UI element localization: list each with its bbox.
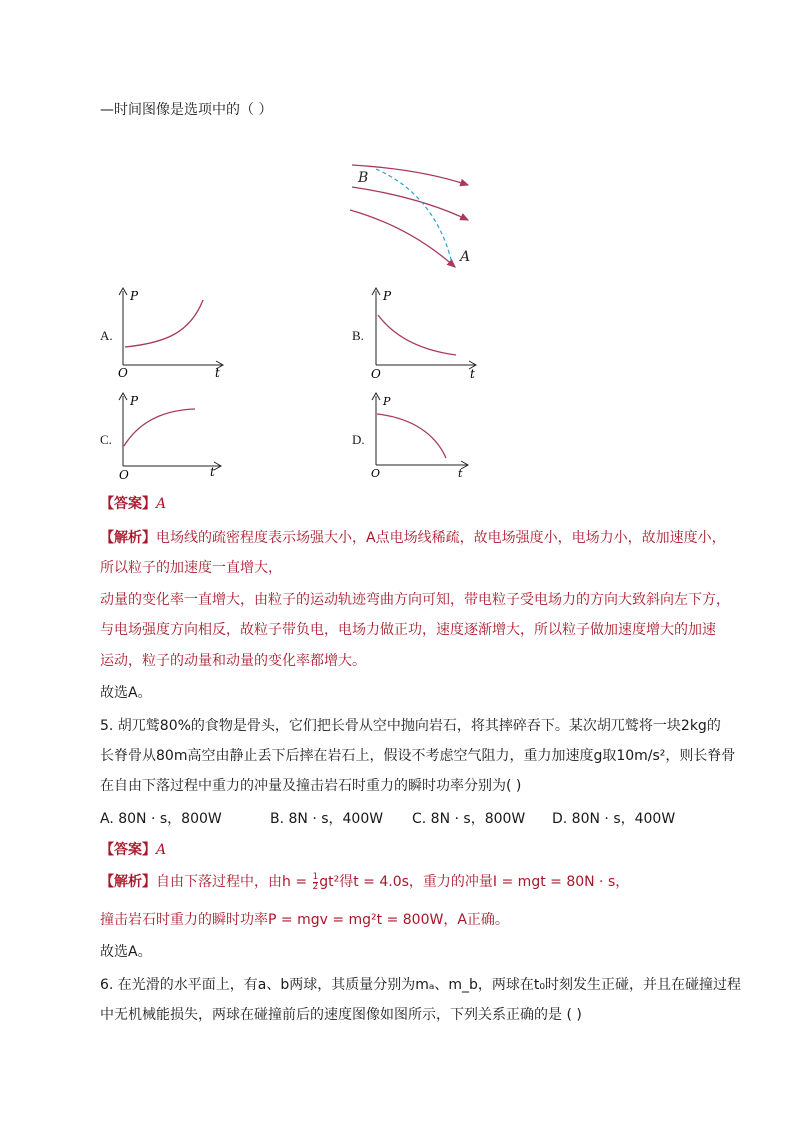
q5-option-d: D. 80N · s，400W [552, 811, 676, 827]
q4-answer-tag: 【答案】 [100, 496, 156, 512]
q4-answer [100, 494, 166, 514]
option-c-letter: C. [100, 432, 112, 447]
q4-analysis-line-5: 运动，粒子的动量和动量的变化率都增大。 [100, 653, 366, 669]
option-c-t-label: t [210, 465, 215, 479]
q4-analysis-tag: 【解析】 [100, 530, 156, 546]
option-a-letter: A. [100, 328, 113, 343]
option-c-p-label: P [130, 394, 139, 408]
option-d-p-label: P [383, 395, 391, 408]
option-d-letter: D. [352, 432, 365, 447]
option-a-t-label: t [215, 366, 220, 380]
q4-analysis-text-1: 电场线的疏密程度表示场强大小，A点电场线稀疏，故电场强度小，电场力小，故加速度小， [156, 530, 726, 546]
q4-analysis-line-2: 所以粒子的加速度一直增大， [100, 560, 282, 576]
option-a-p-label: P [130, 289, 139, 303]
intro-text: —时间图像是选项中的（ ） [100, 102, 273, 118]
option-c-curve [124, 409, 195, 446]
option-c-graph [115, 390, 230, 482]
q5-stem-line-2: 长脊骨从80m高空由静止丢下后摔在岩石上，假设不考虑空气阻力，重力加速度g取10m/s²，则长脊骨 [100, 748, 736, 764]
field-line-top [352, 165, 468, 185]
q5-frac-den: 2 [312, 881, 319, 892]
q5-stem-line-3: 在自由下落过程中重力的冲量及撞击岩石时重力的瞬时功率分别为( ) [100, 778, 522, 794]
q4-analysis-line-4: 与电场强度方向相反，故粒子带负电，电场力做正功，速度逐渐增大，所以粒子做加速度增大的加速 [100, 622, 716, 638]
field-line-diagram [340, 155, 490, 275]
q4-analysis-line-3: 动量的变化率一直增大，由粒子的运动轨迹弯曲方向可知，带电粒子受电场力的方向大致斜向左下方， [100, 592, 730, 608]
option-a-graph [115, 285, 230, 380]
q5-analysis-rest: gt²得t = 4.0s，重力的冲量I = mgt = 80N · s， [319, 874, 630, 890]
q5-analysis-pre: 自由下落过程中，由 [156, 874, 282, 890]
option-b-graph [368, 285, 483, 380]
option-d-t-label: t [458, 467, 463, 480]
q5-option-a: A. 80N · s，800W [100, 811, 222, 827]
field-line-middle [352, 187, 468, 220]
q4-analysis-line-1 [100, 528, 726, 548]
option-b-p-label: P [383, 289, 392, 303]
q6-stem-line-1: 6. 在光滑的水平面上，有a、b两球，其质量分别为mₐ、m_b，两球在t₀时刻发生正碰，并且在碰撞过程 [100, 977, 742, 993]
q6-stem-line-2: 中无机械能损失，两球在碰撞前后的速度图像如图所示，下列关系正确的是 ( ) [100, 1007, 582, 1023]
q5-analysis-line-1 [100, 872, 629, 892]
q5-answer-value: A [156, 842, 167, 858]
option-b-curve [378, 315, 456, 355]
q5-analysis-tag: 【解析】 [100, 874, 156, 890]
option-c-origin: O [119, 468, 129, 482]
option-d-origin: O [371, 467, 381, 480]
field-line-bottom [350, 210, 455, 267]
q5-eq-h: h = [282, 874, 312, 890]
q5-analysis-line-2: 撞击岩石时重力的瞬时功率P = mgv = mg²t = 800W，A正确。 [100, 912, 509, 928]
q5-option-b: B. 8N · s，400W [270, 811, 384, 827]
q4-answer-value: A [156, 496, 167, 512]
point-b-label: B [358, 170, 369, 186]
point-a-label: A [460, 249, 471, 265]
q5-fraction [313, 873, 319, 892]
particle-trajectory [376, 169, 452, 263]
option-a-origin: O [118, 366, 128, 380]
option-a-curve [125, 300, 203, 347]
q5-stem-line-1: 5. 胡兀鹫80%的食物是骨头，它们把长骨从空中抛向岩石，将其摔碎吞下。某次胡兀鹫将一块2kg的 [100, 718, 721, 734]
option-b-t-label: t [470, 367, 475, 380]
q4-conclusion: 故选A。 [100, 685, 152, 701]
q5-conclusion: 故选A。 [100, 944, 152, 960]
option-b-letter: B. [352, 328, 364, 343]
q5-option-c: C. 8N · s，800W [412, 811, 526, 827]
q5-frac-num: 1 [312, 871, 319, 882]
q5-answer-tag: 【答案】 [100, 842, 156, 858]
option-d-graph [368, 390, 478, 482]
option-b-origin: O [371, 367, 381, 380]
q5-answer [100, 840, 166, 860]
option-d-curve [377, 414, 446, 458]
